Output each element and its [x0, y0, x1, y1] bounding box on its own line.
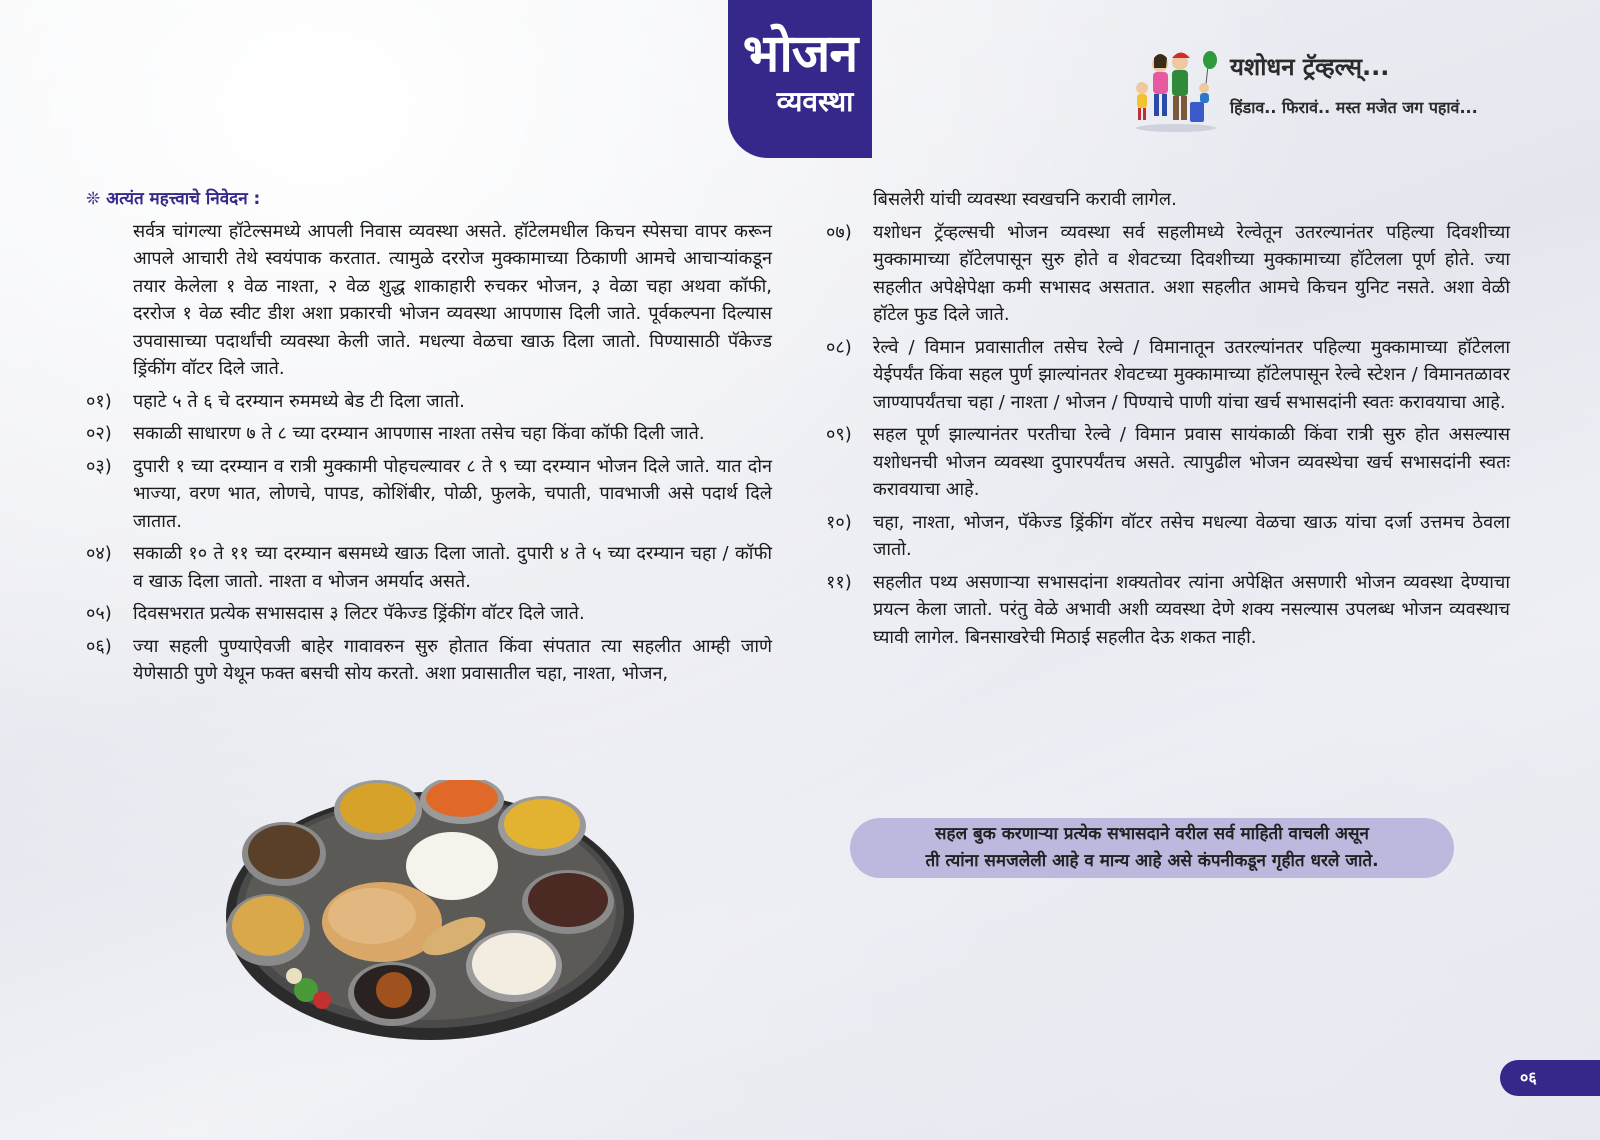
item-text: सहलीत पथ्य असणाऱ्या सभासदांना शक्यतोवर त्यांना अपेक्षित असणारी भोजन व्यवस्था देण्याचा प्रयत्न केला जातो. परंतु वेळे अभावी अशी व्यवस्था देणे शक्य नसल्यास उपलब्ध भोजन व्यवस्थाच घ्यावी लागेल. बिनसाखरेची मिठाई सहलीत देऊ शकत नाही. — [873, 571, 1510, 648]
item-number: ०१) — [86, 390, 112, 412]
list-item — [86, 420, 772, 448]
brand-name: यशोधन ट्रॅव्हल्स्... — [1230, 53, 1390, 81]
item-number: ०८) — [826, 336, 852, 358]
item-text: पहाटे ५ ते ६ चे दरम्यान रुममध्ये बेड टी दिला जातो. — [133, 390, 465, 412]
item-number: ०७) — [826, 221, 852, 243]
item-number: ०२) — [86, 423, 112, 444]
note-line: सहल बुक करणाऱ्या प्रत्येक सभासदाने वरील सर्व माहिती वाचली असून — [935, 824, 1369, 844]
item-text: दिवसभरात प्रत्येक सभासदास ३ लिटर पॅकेज्ड ड्रिंकींग वॉटर दिले जाते. — [133, 603, 585, 624]
brand-tagline: हिंडाव.. फिरावं.. मस्त मजेत जग पहावं... — [1230, 98, 1478, 117]
section-subtitle: व्यवस्था — [776, 85, 854, 118]
notice-column-right — [826, 186, 1510, 656]
notice-column-left — [86, 186, 772, 693]
thali-plate-image — [222, 780, 638, 1042]
list-item — [86, 453, 772, 536]
item-number: ०४) — [86, 543, 112, 564]
list-item — [86, 600, 772, 628]
item-text: चहा, नाश्ता, भोजन, पॅकेज्ड ड्रिंकींग वॉटर तसेच मधल्या वेळचा खाऊ यांचा दर्जा उत्तमच ठेवला जातो. — [873, 511, 1510, 560]
acceptance-note — [850, 818, 1454, 878]
item-number: ११) — [826, 571, 852, 593]
notice-intro: सर्वत्र चांगल्या हॉटेल्समध्ये आपली निवास व्यवस्था असते. हॉटेलमधील किचन स्पेसचा वापर करून आपले आचारी तेथे स्वयंपाक करतात. त्यामुळे दररोज मुक्कामाच्या ठिकाणी आमचे आचाऱ्यांकडून तयार केलेला १ वेळ नाश्ता, २ वेळ शुद्ध शाकाहारी रुचकर भोजन, ३ वेळा चहा अथवा कॉफी, दररोज १ वेळ स्वीट डीश अशा प्रकारची भोजन व्यवस्था आपणास दिली जाते. पूर्वकल्पना दिल्यास उपवासाच्या पदार्थांची व्यवस्था केली जाते. मधल्या वेळचा खाऊ दिला जातो. पिण्यासाठी पॅकेज्ड ड्रिंकींग वॉटर दिले जाते. — [133, 220, 772, 379]
section-title-tab — [728, 0, 872, 158]
item-text: रेल्वे / विमान प्रवासातील तसेच रेल्वे / विमानातून उतरल्यांनतर पहिल्या मुक्कामाच्या हॉटेलला येईपर्यंत किंवा सहल पुर्ण झाल्यांनतर शेवटच्या मुक्कामाच्या हॉटेलपासून रेल्वे स्टेशन / विमानतळावर जाण्यापर्यंतचा चहा / नाश्ता / भोजन / पिण्याचे पाणी यांचा खर्च सभासदांनी स्वतः करावयाचा आहे. — [873, 336, 1510, 413]
list-item — [86, 388, 772, 416]
item-text: सकाळी १० ते ११ च्या दरम्यान बसमध्ये खाऊ दिला जातो. दुपारी ४ ते ५ च्या दरम्यान चहा / कॉफी व खाऊ दिला जातो. नाश्ता व भोजन अमर्याद असते. — [133, 543, 772, 592]
family-travellers-icon — [1130, 48, 1226, 134]
item-text: सकाळी साधारण ७ ते ८ च्या दरम्यान आपणास नाश्ता तसेच चहा किंवा कॉफी दिली जाते. — [133, 423, 705, 444]
list-item — [826, 509, 1510, 564]
item-continuation: बिसलेरी यांची व्यवस्था स्वखचनि करावी लागेल. — [873, 189, 1177, 210]
item-number: ०५) — [86, 603, 112, 624]
item-number: ०६) — [86, 635, 112, 657]
brand-logo — [1130, 44, 1570, 134]
list-item — [826, 569, 1510, 652]
item-number: ०९) — [826, 424, 852, 445]
note-line: ती त्यांना समजलेली आहे व मान्य आहे असे कंपनीकडून गृहीत धरले जाते. — [925, 851, 1379, 871]
item-text: दुपारी १ च्या दरम्यान व रात्री मुक्कामी पोहचल्यावर ८ ते ९ च्या दरम्यान भोजन दिले जाते. यात दोन भाज्या, वरण भात, लोणचे, पापड, कोशिंबीर, पोळी, फुलके, चपाती, पावभाजी असे पदार्थ दिले जातात. — [133, 455, 772, 532]
list-item — [826, 219, 1510, 329]
page-number: ०६ — [1500, 1060, 1600, 1096]
item-text: सहल पूर्ण झाल्यानंतर परतीचा रेल्वे / विमान प्रवास सायंकाळी किंवा रात्री सुरु होत असल्यास यशोधनची भोजन व्यवस्था दुपारपर्यंतच असते. त्यापुढील भोजन व्यवस्थेचा खर्च सभासदांनी स्वतः करावयाचा आहे. — [873, 424, 1510, 500]
item-number: १०) — [826, 511, 852, 533]
item-text: यशोधन ट्रॅव्हल्सची भोजन व्यवस्था सर्व सहलीमध्ये रेल्वेतून उतरल्यानंतर पहिल्या दिवशीच्या मुक्कामाच्या हॉटेलपासून सुरु होते व शेवटच्या दिवशीच्या मुक्कामाच्या हॉटेलला पूर्ण होते. ज्या सहलीत अपेक्षेपेक्षा कमी सभासद असतात. अशा सहलीत आमचे किचन युनिट नसते. अशा वेळी हॉटेल फुड दिले जाते. — [873, 221, 1510, 325]
section-title: भोजन — [742, 23, 858, 84]
item-text: ज्या सहली पुण्याऐवजी बाहेर गावावरुन सुरु होतात किंवा संपतात त्या सहलीत आम्ही जाणे येणेसाठी पुणे येथून फक्त बसची सोय करतो. अशा प्रवासातील चहा, नाश्ता, भोजन, — [133, 635, 772, 684]
list-item — [86, 540, 772, 595]
list-item — [826, 421, 1510, 504]
item-number: ०३) — [86, 455, 112, 477]
list-item — [86, 633, 772, 688]
list-item — [826, 334, 1510, 417]
notice-heading: ❊ अत्यंत महत्त्वाचे निवेदन : — [86, 189, 261, 209]
